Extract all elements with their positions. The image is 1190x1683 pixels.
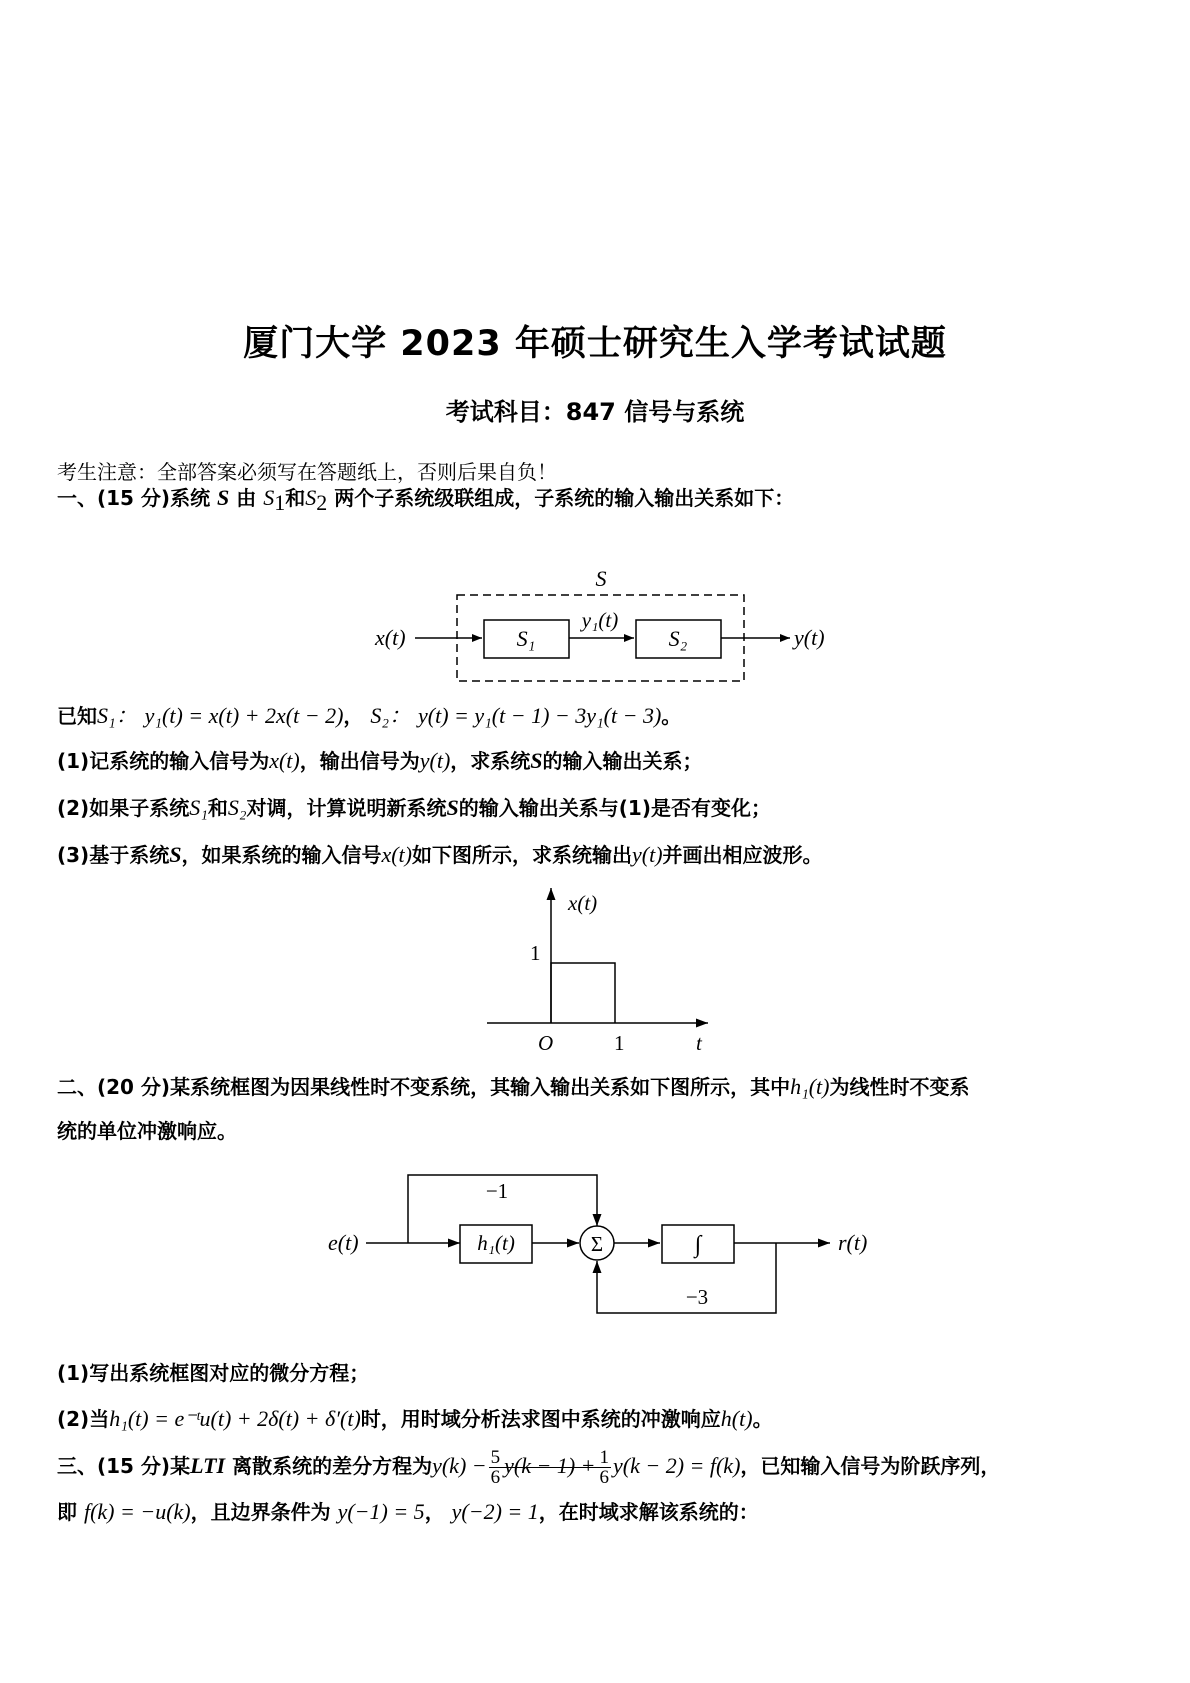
graph-end-label: 1 [614, 1031, 625, 1055]
q2-part2: (2)当h₁(t) = e⁻ᵗu(t) + 2δ(t) + δ′(t)时，用时域分析法求图中系统的冲激响应h(t)。 [57, 1406, 773, 1431]
q1-mid-label: y₁(t) [581, 608, 619, 632]
q2-input-label: e(t) [328, 1230, 359, 1255]
exam-notice: 考生注意：全部答案必须写在答题纸上，否则后果自负！ [57, 460, 557, 484]
exam-title: 厦门大学 2023 年硕士研究生入学考试试题 [243, 324, 947, 364]
q2-part1: (1)写出系统框图对应的微分方程； [57, 1361, 370, 1385]
system-s-label: S [595, 566, 607, 591]
subsystem-s1-label: S₁ [516, 626, 536, 651]
q2-summer-label: Σ [590, 1232, 604, 1256]
graph-x-label: t [696, 1031, 702, 1055]
q1-output-label: y(t) [794, 625, 825, 650]
q2-h1-label: h₁(t) [477, 1231, 515, 1255]
graph-y-label: x(t) [568, 891, 598, 915]
q1-input-label: x(t) [375, 625, 406, 650]
q2-line1: 二、(20 分)某系统框图为因果线性时不变系统，其输入输出关系如下图所示，其中h₁(t)为线性时不变系 [57, 1074, 970, 1099]
q1-known: 已知S₁： y₁(t) = x(t) + 2x(t − 2)， S₂： y(t) = y₁(t − 1) − 3y₁(t − 3)。 [57, 703, 682, 728]
graph-origin-label: O [538, 1031, 554, 1055]
q1-part1: (1)记系统的输入信号为x(t)，输出信号为y(t)，求系统S的输入输出关系； [57, 748, 703, 773]
q2-output-label: r(t) [838, 1230, 868, 1255]
subsystem-s2-label: S₂ [668, 626, 688, 651]
q2-bottom-gain: −3 [685, 1285, 709, 1309]
graph-level-label: 1 [530, 941, 541, 965]
q1-part3: (3)基于系统S，如果系统的输入信号x(t)如下图所示，求系统输出y(t)并画出相应波形。 [57, 842, 823, 867]
q3-fraction-5-6: $\frac{5}{6}$ [490, 1447, 501, 1488]
q2-line2: 统的单位冲激响应。 [57, 1119, 237, 1143]
q2-top-gain: −1 [485, 1179, 509, 1203]
q3-line1: 三、(15 分)某LTI 离散系统的差分方程为y(k) − $\frac{5}{6}$ y(k − 1) + $\frac{1}{6}$ y(k − 2) = f(k)，已知输入信号为阶跃序列， [57, 1447, 1001, 1488]
q3-line2: 即 f(k) = −u(k)，且边界条件为 y(−1) = 5， y(−2) = 1，在时域求解该系统的： [57, 1499, 759, 1524]
q3-fraction-1-6: $\frac{1}{6}$ [599, 1447, 609, 1488]
q2-integrator-label: ∫ [694, 1232, 702, 1258]
q1-part2: (2)如果子系统S₁和S₂对调，计算说明新系统S的输入输出关系与(1)是否有变化； [57, 795, 771, 820]
exam-subject: 考试科目：847 信号与系统 [445, 398, 745, 426]
q1-intro: 一、(15 分)系统 S 由 $S_1$和$S_2$ 两个子系统级联组成，子系统的输入输出关系如下： [57, 485, 795, 515]
